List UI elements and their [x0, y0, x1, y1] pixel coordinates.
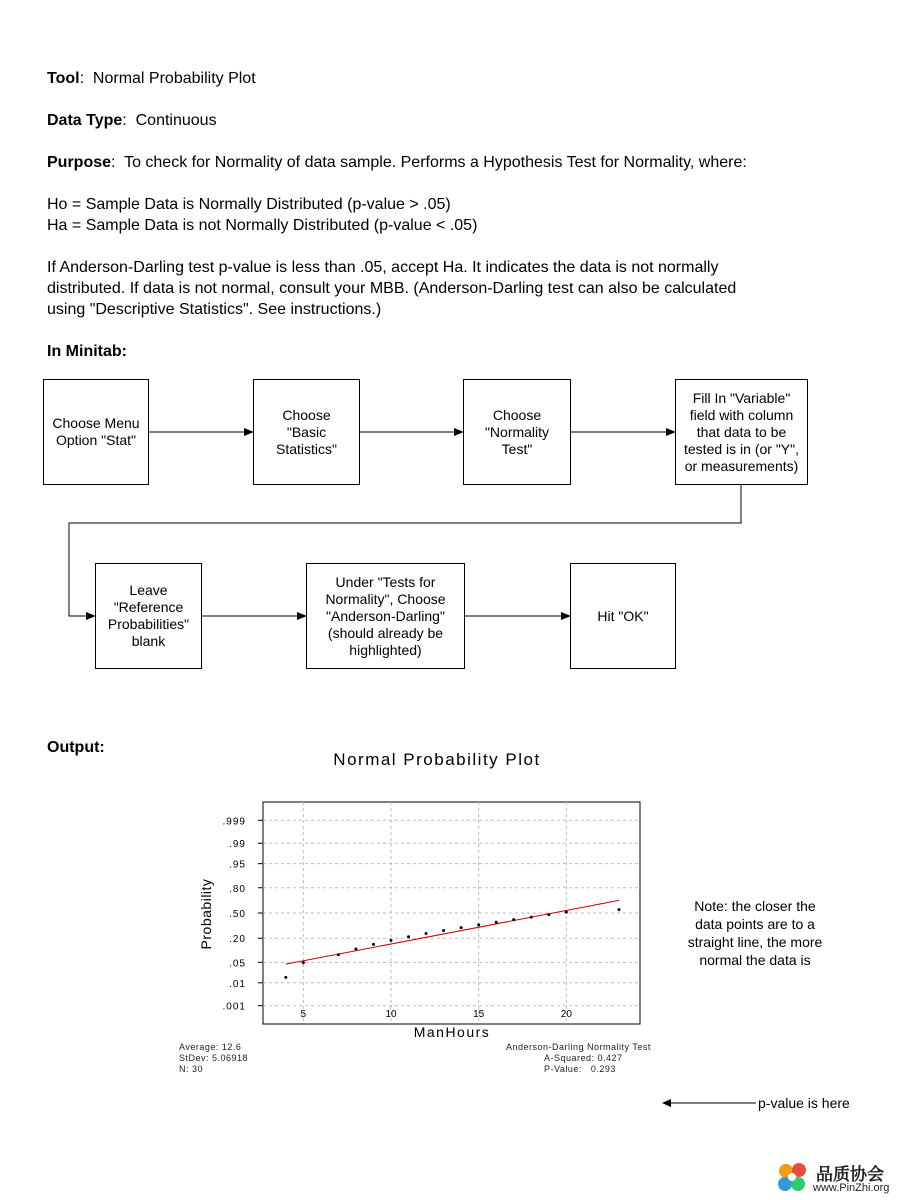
- x-tick-label: 20: [560, 1009, 572, 1020]
- logo-url: www.PinZhi.org: [813, 1182, 890, 1194]
- data-point: [442, 929, 445, 932]
- flow-step-line: Choose Menu: [52, 415, 140, 431]
- y-tick-label: .05: [229, 958, 246, 970]
- data-point: [495, 921, 498, 924]
- purpose-line: Purpose: To check for Normality of data sample. Performs a Hypothesis Test for Normality, where:: [47, 154, 747, 171]
- tool-line: Tool: Normal Probability Plot: [47, 70, 256, 87]
- flow-step-anderson-darling: [306, 563, 465, 669]
- pvalue-arrow: [660, 1094, 760, 1110]
- flow-step-text: [108, 582, 189, 650]
- minitab-heading: In Minitab:: [47, 343, 127, 360]
- y-tick-label: .20: [229, 934, 246, 946]
- data-point: [354, 948, 357, 951]
- y-tick-label: .001: [222, 1001, 246, 1013]
- x-tick-label: 5: [300, 1009, 307, 1020]
- data-point: [530, 916, 533, 919]
- flow-step-line: Fill In "Variable": [692, 389, 791, 406]
- flow-step-hit-ok: [570, 563, 676, 669]
- flow-step-line: that data to be: [696, 423, 787, 440]
- data-type-value: Continuous: [135, 112, 217, 129]
- note-line-2: data points are to a: [695, 916, 815, 932]
- instructions-line-1: If Anderson-Darling test p-value is less than .05, accept Ha. It indicates the data is not normally: [47, 259, 719, 276]
- flow-step-line: Choose: [492, 406, 542, 423]
- y-tick-label: .95: [229, 859, 246, 871]
- flow-step-line: Statistics": [276, 440, 337, 457]
- flow-step-line: highlighted): [349, 641, 422, 658]
- logo-name: 品质协会: [816, 1165, 884, 1184]
- y-axis-label: Probability: [198, 878, 214, 950]
- flow-step-text: [485, 407, 549, 458]
- instructions-line-3: using "Descriptive Statistics". See instructions.): [47, 301, 382, 318]
- data-point: [477, 923, 480, 926]
- purpose-label: Purpose: [47, 154, 112, 171]
- x-axis-label: ManHours: [413, 1024, 491, 1040]
- data-point: [407, 935, 410, 938]
- stat-n: N: 30: [179, 1064, 204, 1074]
- data-point: [547, 913, 550, 916]
- data-point: [617, 908, 620, 911]
- hypothesis-ha: Ha = Sample Data is not Normally Distributed (p-value < .05): [47, 217, 478, 234]
- output-heading: Output:: [47, 739, 105, 756]
- note-line-3: straight line, the more: [687, 934, 823, 950]
- flow-step-line: field with column: [689, 406, 794, 423]
- tool-label: Tool: [47, 70, 80, 87]
- data-point: [302, 961, 305, 964]
- flow-step-line: Choose: [282, 406, 331, 423]
- data-type-line: Data Type: Continuous: [47, 112, 217, 129]
- flow-step-line: Hit "OK": [597, 607, 649, 624]
- normal-probability-plot: [170, 742, 690, 1042]
- flow-step-text: [52, 415, 139, 449]
- flow-step-line: Leave: [129, 582, 168, 598]
- flow-step-line: "Anderson-Darling": [326, 607, 445, 624]
- x-tick-label: 15: [473, 1009, 485, 1020]
- note-text: [670, 897, 840, 969]
- flow-step-normality-test: [463, 379, 571, 485]
- ad-test-name: Anderson-Darling Normality Test: [506, 1042, 651, 1052]
- data-point: [565, 911, 568, 914]
- stat-average: Average: 12.6: [179, 1042, 242, 1052]
- flow-step-reference-probabilities: [95, 563, 202, 669]
- flow-step-line: or measurements): [684, 457, 799, 474]
- note-line-1: Note: the closer the: [694, 898, 816, 914]
- instructions-line-2: distributed. If data is not normal, consult your MBB. (Anderson-Darling test can also be calculated: [47, 280, 737, 297]
- pinzhi-logo-icon: [774, 1160, 812, 1196]
- flow-step-line: Test": [501, 440, 533, 457]
- stat-stdev: StDev: 5.06918: [179, 1053, 249, 1063]
- note-line-4: normal the data is: [699, 952, 811, 968]
- flow-step-text: [325, 574, 445, 659]
- purpose-value: To check for Normality of data sample. Performs a Hypothesis Test for Normality, where:: [124, 154, 747, 171]
- tool-value: Normal Probability Plot: [92, 70, 256, 87]
- flow-step-basic-statistics: [253, 379, 360, 485]
- y-tick-label: .50: [229, 909, 246, 920]
- flow-step-text: [684, 390, 799, 475]
- flow-step-text: [276, 407, 337, 458]
- chart-title: Normal Probability Plot: [333, 750, 541, 769]
- data-point: [337, 953, 340, 956]
- summary-stats: [179, 1042, 248, 1075]
- data-point: [460, 926, 463, 929]
- y-tick-label: .99: [229, 839, 246, 851]
- flow-step-text: [597, 608, 648, 625]
- flow-step-line: Option "Stat": [56, 432, 136, 448]
- flow-step-line: "Normality: [484, 423, 550, 440]
- pvalue-annotation: p-value is here: [758, 1095, 850, 1111]
- flow-step-line: (should already be: [327, 624, 444, 641]
- flow-step-line: tested is in (or "Y",: [684, 440, 799, 457]
- y-tick-label: .80: [229, 883, 246, 895]
- flow-step-line: Normality", Choose: [325, 590, 446, 607]
- data-point: [512, 918, 515, 921]
- y-tick-label: .999: [222, 816, 246, 828]
- flow-step-line: blank: [131, 633, 166, 649]
- data-point: [372, 943, 375, 946]
- flow-step-line: "Basic: [286, 423, 327, 440]
- flow-step-line: Under "Tests for: [335, 573, 436, 590]
- data-point: [390, 939, 393, 942]
- ad-a-squared: A-Squared: 0.427: [544, 1053, 623, 1063]
- x-tick-label: 10: [385, 1009, 397, 1020]
- y-tick-label: .01: [229, 978, 246, 990]
- flow-step-line: Probabilities": [107, 616, 190, 632]
- flow-step-line: "Reference: [113, 599, 184, 615]
- ad-p-value: P-Value: 0.293: [544, 1064, 616, 1074]
- data-point: [284, 976, 287, 979]
- data-type-label: Data Type: [47, 112, 123, 129]
- anderson-darling-results: [506, 1042, 666, 1075]
- data-point: [425, 932, 428, 935]
- flow-step-choose-stat-menu: [43, 379, 149, 485]
- flow-step-fill-variable: [675, 379, 808, 485]
- hypothesis-ho: Ho = Sample Data is Normally Distributed (p-value > .05): [47, 196, 451, 213]
